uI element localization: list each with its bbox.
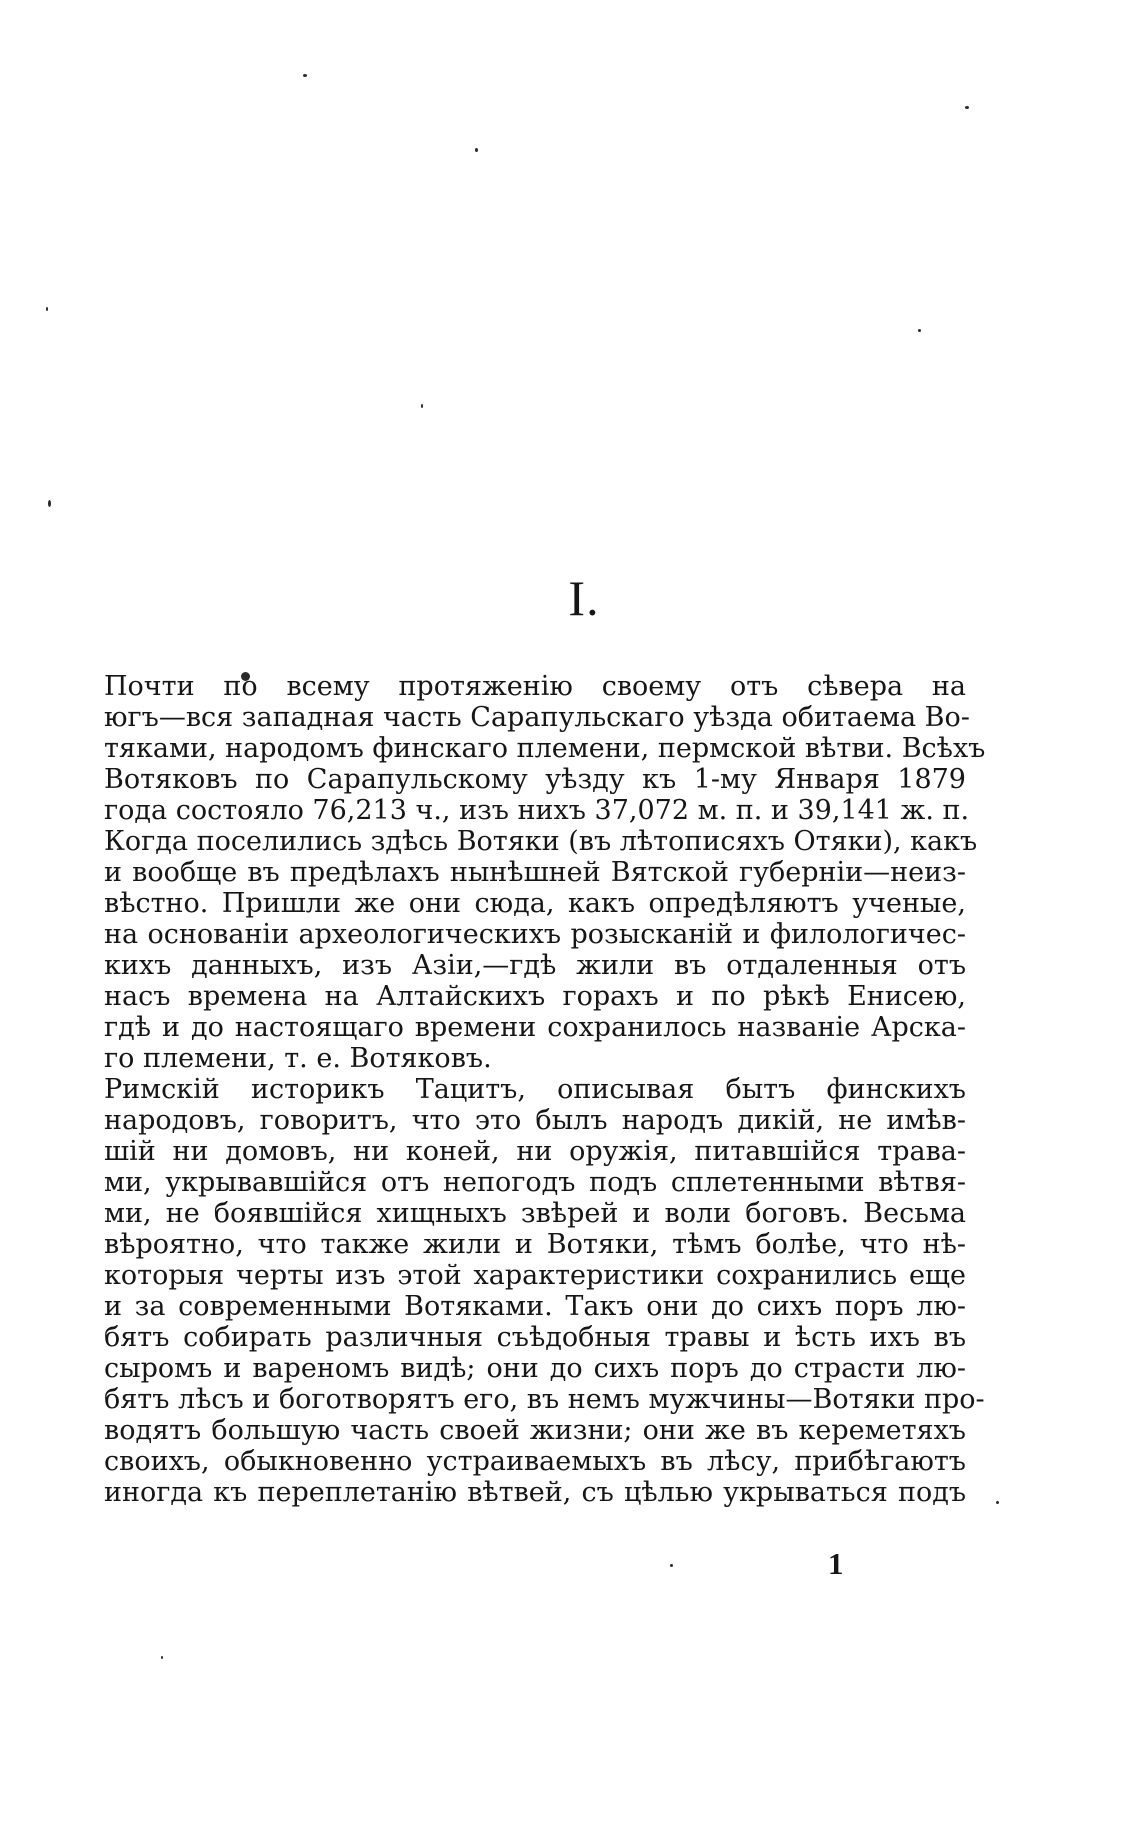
text-line: года состояло 76,213 ч., изъ нихъ 37,072 м. п. и 39,141 ж. п.: [104, 795, 970, 826]
body-text: [104, 671, 986, 1508]
text-line: и вообще въ предѣлахъ нынѣшней Вятской губерніи—неиз-: [104, 857, 966, 888]
scan-speck: [161, 1656, 163, 1659]
text-line: го племени, т. е. Вотяковъ.: [104, 1043, 492, 1074]
text-line: Когда поселились здѣсь Вотяки (въ лѣтописяхъ Отяки), какъ: [104, 826, 978, 857]
text-line: сыромъ и вареномъ видѣ; они до сихъ поръ до страсти лю-: [104, 1353, 966, 1384]
text-line: бятъ лѣсъ и боготворятъ его, въ немъ мужчины—Вотяки про-: [104, 1384, 985, 1415]
text-line: которыя черты изъ этой характеристики сохранились еще: [104, 1260, 966, 1291]
text-line: Почти по всему протяженію своему отъ сѣвера на: [104, 671, 966, 702]
text-line: югъ—вся западная часть Сарапульскаго уѣзда обитаема Во-: [104, 702, 970, 733]
page-number: 1: [828, 1546, 844, 1581]
text-line: и за современными Вотяками. Такъ они до сихъ поръ лю-: [104, 1291, 966, 1322]
text-line: водятъ большую часть своей жизни; они же въ кереметяхъ: [104, 1415, 966, 1446]
chapter-numeral: I.: [568, 570, 600, 626]
scan-speck: [996, 1501, 999, 1504]
text-line: бятъ собирать различныя съѣдобныя травы и ѣсть ихъ въ: [104, 1322, 966, 1353]
scan-speck: [475, 148, 478, 152]
scan-speck: [670, 1564, 673, 1567]
text-line: ми, укрывавшійся отъ непогодъ подъ сплетенными вѣтвя-: [104, 1167, 966, 1198]
scan-speck: [965, 106, 969, 109]
scan-speck: [918, 329, 921, 332]
scan-speck: [46, 307, 48, 311]
text-line: своихъ, обыкновенно устраиваемыхъ въ лѣсу, прибѣгаютъ: [104, 1446, 966, 1477]
text-line: иногда къ переплетанію вѣтвей, съ цѣлью укрываться подъ: [104, 1477, 966, 1508]
text-line: тяками, народомъ финскаго племени, пермской вѣтви. Всѣхъ: [104, 733, 986, 764]
text-line: насъ времена на Алтайскихъ горахъ и по рѣкѣ Енисею,: [104, 981, 966, 1012]
scan-speck: [303, 74, 307, 77]
text-line: Римскій историкъ Тацитъ, описывая бытъ финскихъ: [104, 1074, 966, 1105]
text-line: шій ни домовъ, ни коней, ни оружія, питавшійся трава-: [104, 1136, 966, 1167]
text-line: на основаніи археологическихъ розысканій и филологичес-: [104, 919, 966, 950]
text-line: гдѣ и до настоящаго времени сохранилось названіе Арска-: [104, 1012, 966, 1043]
text-line: кихъ данныхъ, изъ Азіи,—гдѣ жили въ отдаленныя отъ: [104, 950, 966, 981]
scan-speck: [48, 500, 51, 507]
text-line: вѣроятно, что также жили и Вотяки, тѣмъ болѣе, что нѣ-: [104, 1229, 966, 1260]
text-line: вѣстно. Пришли же они сюда, какъ опредѣляютъ ученые,: [104, 888, 966, 919]
text-line: ми, не боявшійся хищныхъ звѣрей и воли боговъ. Весьма: [104, 1198, 966, 1229]
scan-speck: [421, 404, 423, 408]
text-line: народовъ, говоритъ, что это былъ народъ дикій, не имѣв-: [104, 1105, 966, 1136]
text-line: Вотяковъ по Сарапульскому уѣзду къ 1-му Января 1879: [104, 764, 966, 795]
